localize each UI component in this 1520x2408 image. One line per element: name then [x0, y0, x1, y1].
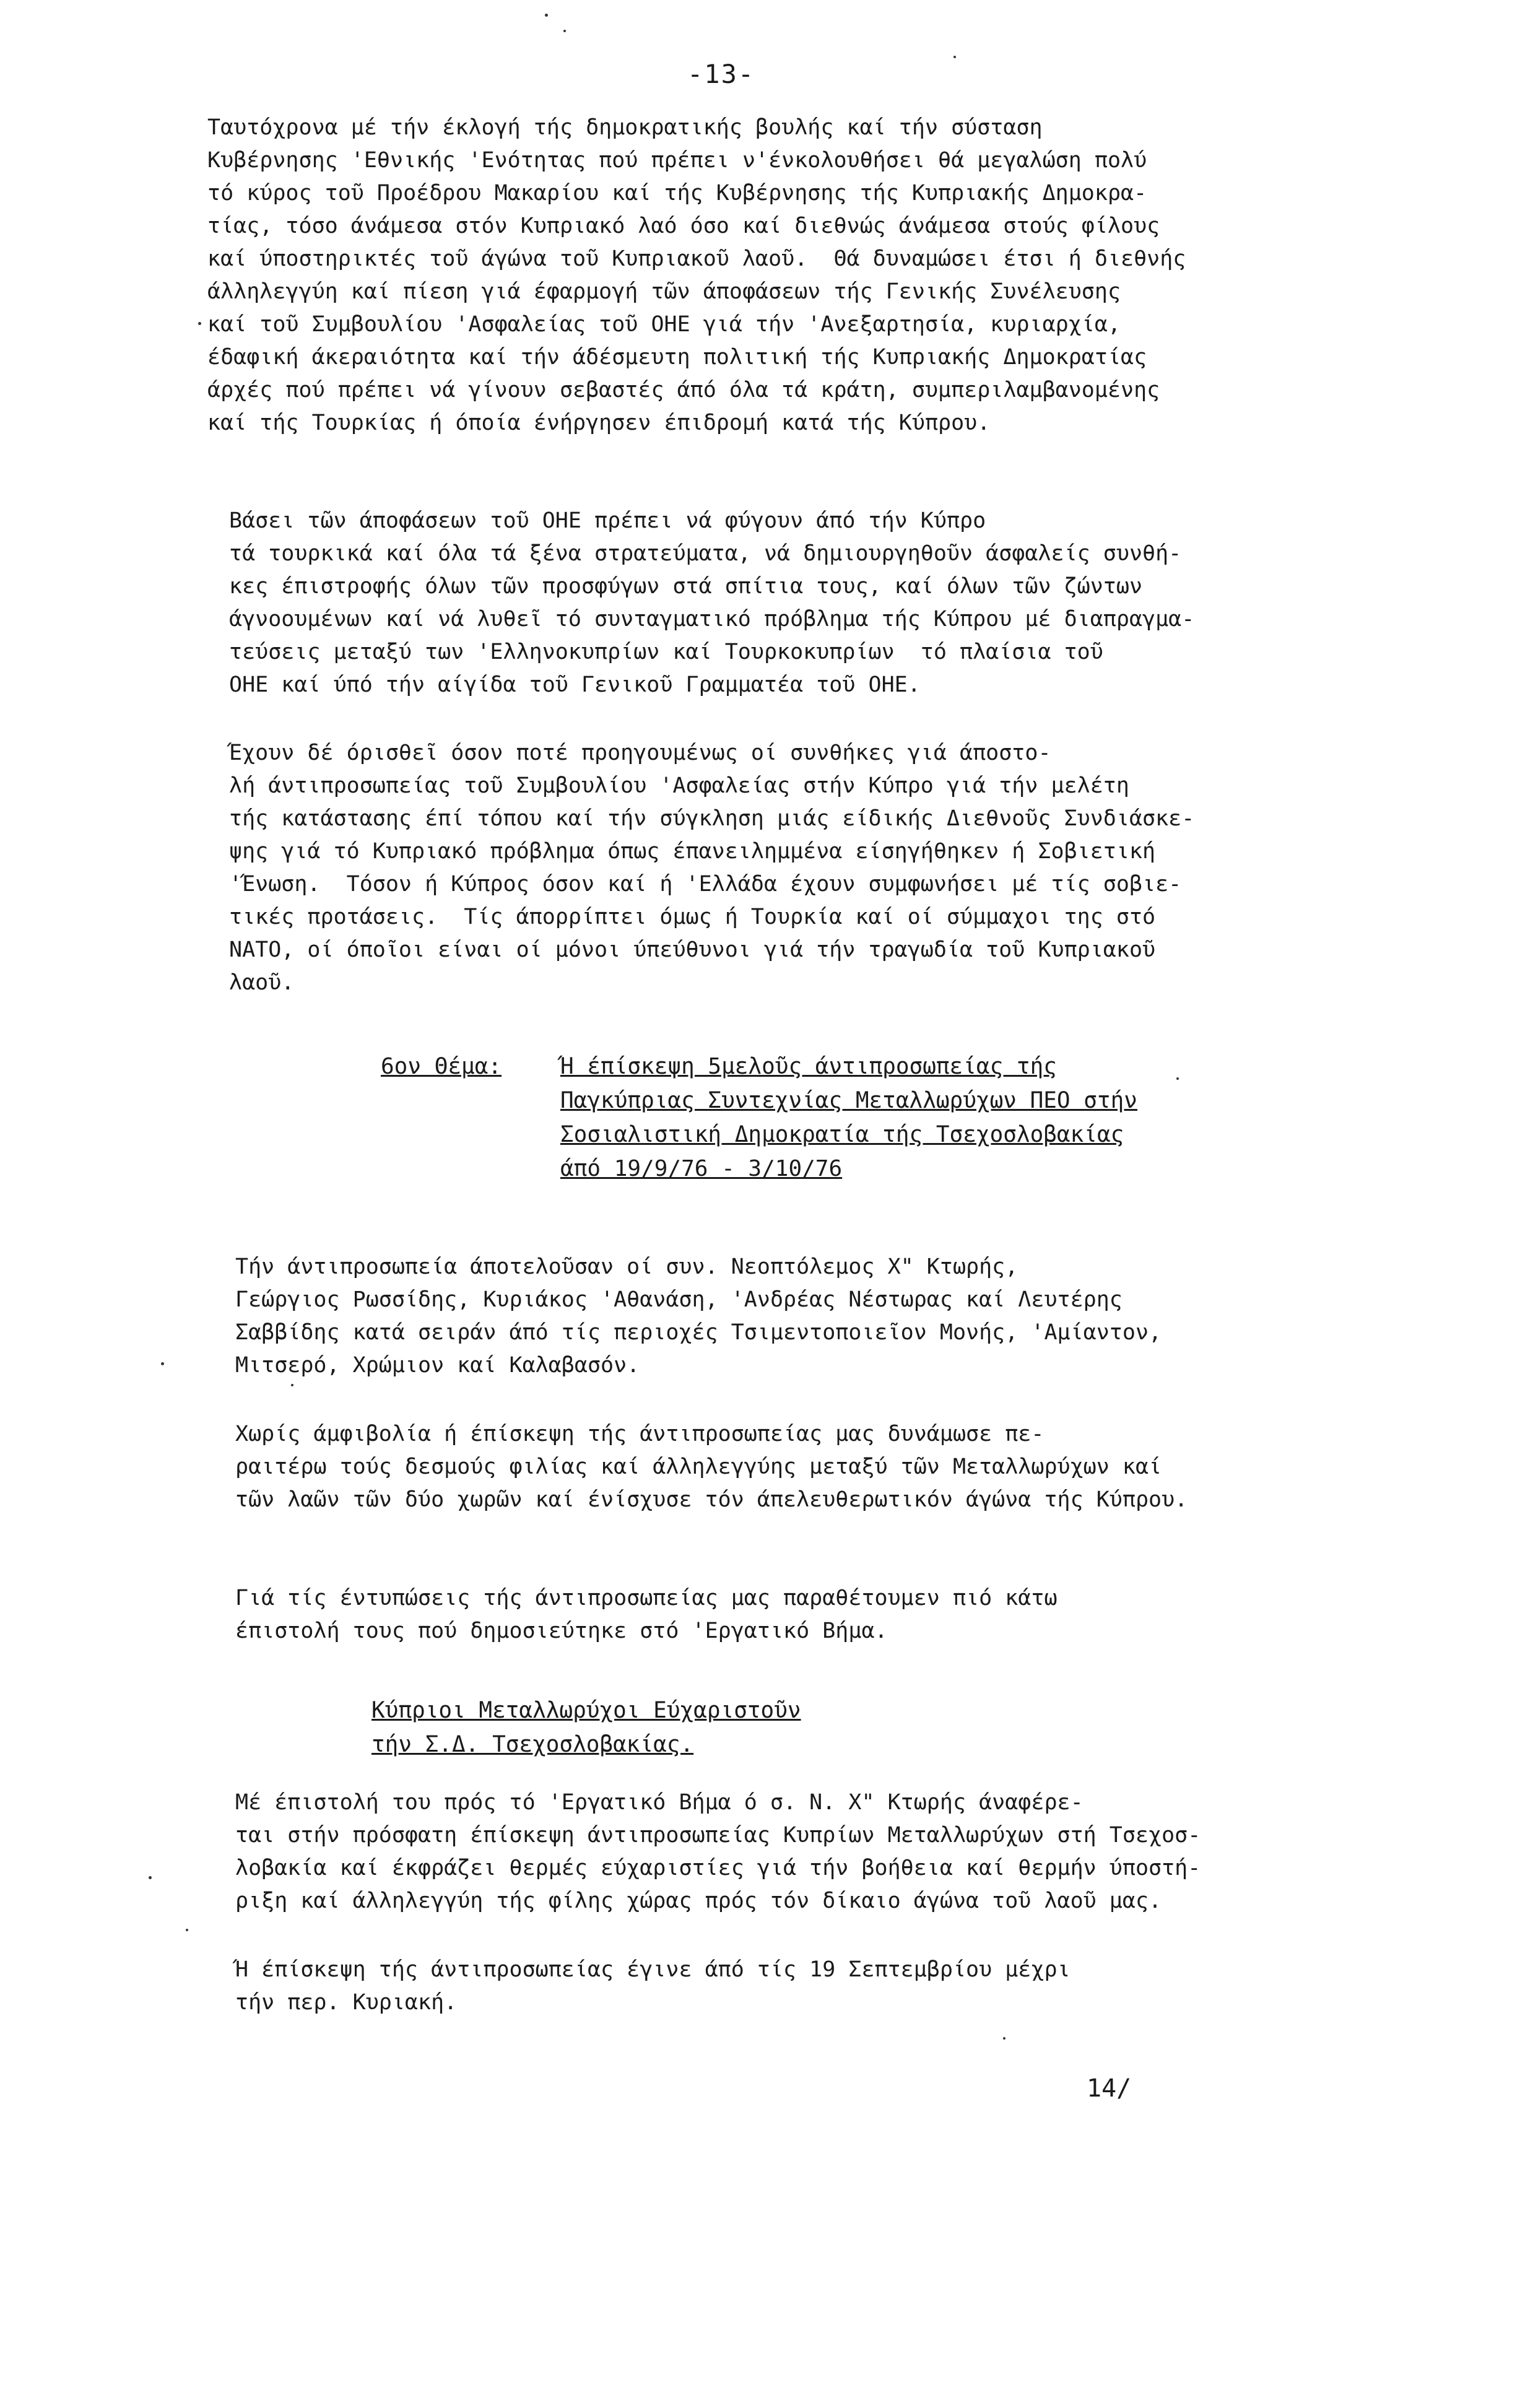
paragraph-elections: Ταυτόχρονα μέ τήν έκλογή τής δημοκρατικής βουλής καί τήν σύσταση Κυβέρνησης 'Εθνικής 'Ενότητας πού πρέπει ν'ένκολουθήσει θά μεγαλώση πολύ τό κύρος τοῦ Προέδρου Μακαρίου καί τής Κυβέρνησης τής Κυπριακής Δημοκρα- τίας, τόσο άνάμεσα στόν Κυπριακό λαό όσο καί διεθνώς άνάμεσα στούς φίλους καί ύποστηρικτές τοῦ άγώνα τοῦ Κυπριακοῦ λαοῦ. Θά δυναμώσει έτσι ή διεθνής άλληλεγγύη καί πίεση γιά έφαρμογή τῶν άποφάσεων τής Γενικής Συνέλευσης καί τοῦ Συμβουλίου 'Ασφαλείας τοῦ ΟΗΕ γιά τήν 'Ανεξαρτησία, κυριαρχία, έδαφική άκεραιότητα καί τήν άδέσμευτη πολιτική τής Κυπριακής Δημοκρατίας άρχές πού πρέπει νά γίνουν σεβαστές άπό όλα τά κράτη, συμπεριλαμβανομένης καί τής Τουρκίας ή όποία ένήργησεν έπιδρομή κατά τής Κύπρου. [207, 115, 1186, 435]
page-continuation-marker: 14/ [1087, 2074, 1132, 2103]
scan-speck [563, 30, 566, 32]
scan-speck [198, 322, 201, 325]
page-number: -13- [687, 59, 755, 89]
paragraph-visit-impact: Χωρίς άμφιβολία ή έπίσκεψη τής άντιπροσωπείας μας δυνάμωσε πε- ραιτέρω τούς δεσμούς φιλίας καί άλληλεγγύης μεταξύ τῶν Μεταλλωρύχων καί τῶν λαῶν τῶν δύο χωρῶν καί ένίσχυσε τόν άπελευθερωτικόν άγώνα τής Κύπρου. [235, 1422, 1188, 1512]
scan-speck [149, 1876, 152, 1879]
paragraph-letter: Μέ έπιστολή του πρός τό 'Εργατικό Βήμα ό σ. Ν. Χ" Κτωρής άναφέρε- ται στήν πρόσφατη έπίσκεψη άντιπροσωπείας Κυπρίων Μεταλλωρύχων στή Τσεχοσ- λοβακία καί έκφράζει θερμές εύχαριστίες γιά τήν βοήθεια καί θερμήν ύποστή- ριξη καί άλληλεγγύη τής φίλης χώρας πρός τόν δίκαιο άγώνα τοῦ λαοῦ μας. [235, 1790, 1201, 1913]
scan-speck [545, 14, 548, 17]
news-heading: Κύπριοι Μεταλλωρύχοι Εύχαριστοῦν τήν Σ.Δ. Τσεχοσλοβακίας. [371, 1698, 801, 1757]
topic-label: 6ον Θέμα: [381, 1054, 502, 1079]
paragraph-delegation-members: Τήν άντιπροσωπεία άποτελοῦσαν οί συν. Νεοπτόλεμος Χ" Κτωρής, Γεώργιος Ρωσσίδης, Κυριάκος 'Αθανάση, 'Ανδρέας Νέστωρας καί Λευτέρης Σαββίδης κατά σειράν άπό τίς περιοχές Τσιμεντοποιεῖον Μονής, 'Αμίαντον, Μιτσερό, Χρώμιον καί Καλαβασόν. [235, 1254, 1162, 1378]
paragraph-security-council: Έχουν δέ όρισθεῖ όσον ποτέ προηγουμένως οί συνθήκες γιά άποστο- λή άντιπροσωπείας τοῦ Συμβουλίου 'Ασφαλείας στήν Κύπρο γιά τήν μελέτη τής κατάστασης έπί τόπου καί τήν σύγκληση μιάς είδικής Διεθνοῦς Συνδιάσκε- ψης γιά τό Κυπριακό πρόβλημα όπως έπανειλημμένα είσηγήθηκεν ή Σοβιετική 'Ένωση. Τόσον ή Κύπρος όσον καί ή 'Ελλάδα έχουν συμφωνήσει μέ τίς σοβιε- τικές προτάσεις. Τίς άπορρίπτει όμως ή Τουρκία καί οί σύμμαχοι της στό ΝΑΤΟ, οί όποῖοι είναι οί μόνοι ύπεύθυνοι γιά τήν τραγωδία τοῦ Κυπριακοῦ λαοῦ. [229, 741, 1195, 995]
scan-speck [186, 1929, 188, 1931]
scan-speck [953, 56, 956, 58]
scan-speck [161, 1362, 164, 1365]
scan-speck [1176, 1077, 1179, 1080]
scan-speck [291, 1384, 293, 1386]
paragraph-impressions-intro: Γιά τίς έντυπώσεις τής άντιπροσωπείας μας παραθέτουμεν πιό κάτω έπιστολή τους πού δημοσιεύτηκε στό 'Εργατικό Βήμα. [235, 1586, 1057, 1643]
paragraph-un-decisions: Βάσει τῶν άποφάσεων τοῦ ΟΗΕ πρέπει νά φύγουν άπό τήν Κύπρο τά τουρκικά καί όλα τά ξένα στρατεύματα, νά δημιουργηθοῦν άσφαλείς συνθή- κες έπιστροφής όλων τῶν προσφύγων στά σπίτια τους, καί όλων τῶν ζώντων άγνοουμένων καί νά λυθεῖ τό συνταγματικό πρόβλημα τής Κύπρου μέ διαπραγμα- τεύσεις μεταξύ των 'Ελληνοκυπρίων καί Τουρκοκυπρίων τό πλαίσια τοῦ ΟΗΕ καί ύπό τήν αίγίδα τοῦ Γενικοῦ Γραμματέα τοῦ ΟΗΕ. [229, 508, 1195, 697]
scan-speck [1003, 2037, 1005, 2040]
paragraph-visit-dates: Ή έπίσκεψη τής άντιπροσωπείας έγινε άπό τίς 19 Σεπτεμβρίου μέχρι τήν περ. Κυριακή. [235, 1957, 1071, 2015]
topic-title: Ή έπίσκεψη 5μελοῦς άντιπροσωπείας τής Παγκύπριας Συντεχνίας Μεταλλωρύχων ΠΕΟ στήν Σοσιαλιστική Δημοκρατία τής Τσεχοσλοβακίας άπό 19/9/76 - 3/10/76 [560, 1054, 1137, 1181]
